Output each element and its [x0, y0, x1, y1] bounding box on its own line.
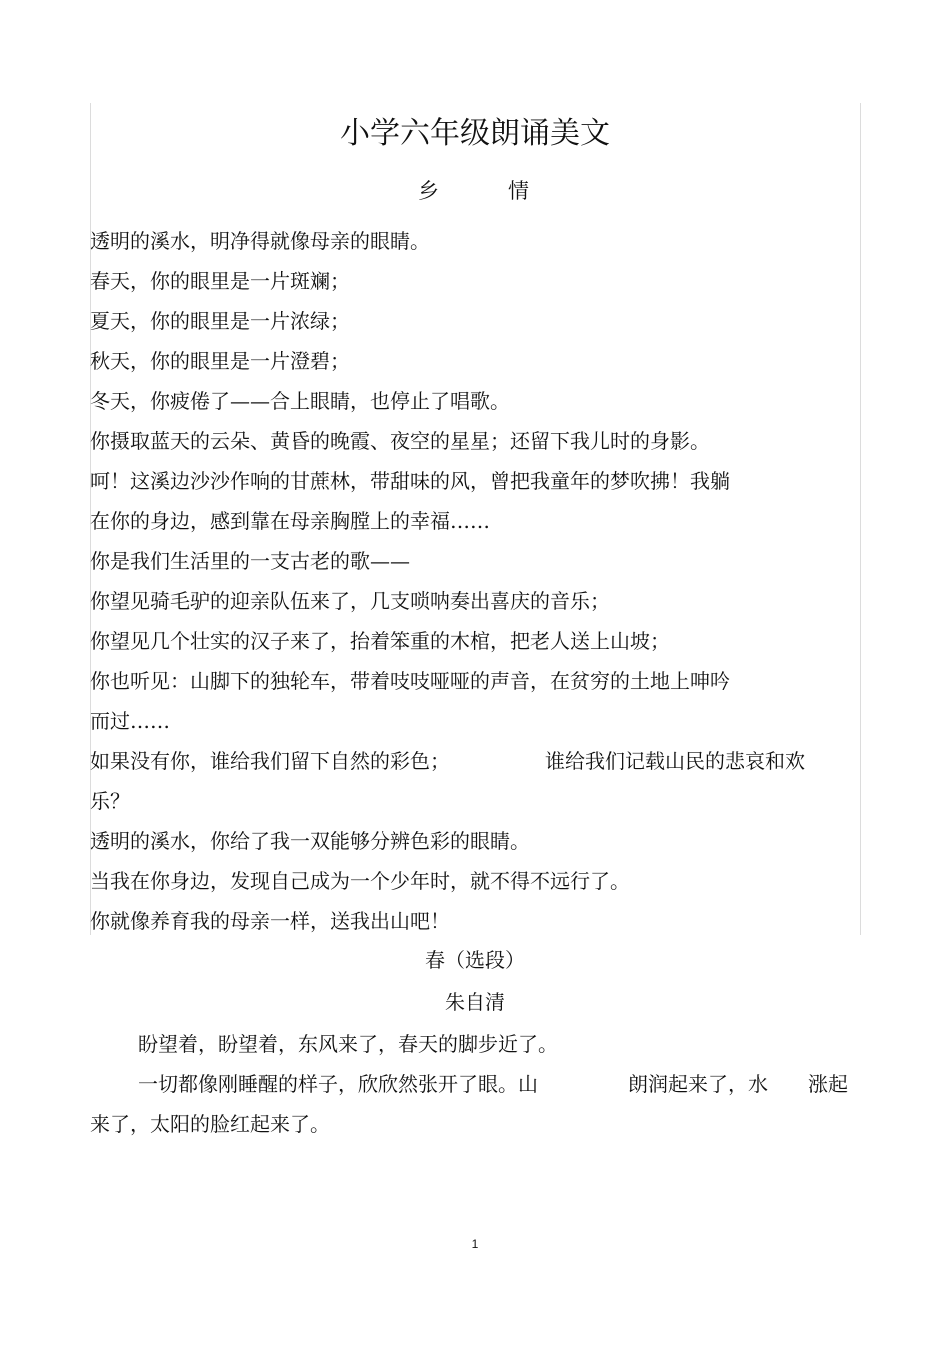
- poem-line: 呵！这溪边沙沙作响的甘蔗林，带甜味的风，曾把我童年的梦吹拂！我躺: [90, 469, 730, 493]
- section-2-author: 朱自清: [445, 990, 505, 1014]
- poem-line: 透明的溪水，明净得就像母亲的眼睛。: [90, 229, 430, 253]
- poem-line: 冬天，你疲倦了——合上眼睛，也停止了唱歌。: [90, 389, 510, 413]
- poem-line: 你是我们生活里的一支古老的歌——: [90, 549, 410, 573]
- poem-line: 秋天，你的眼里是一片澄碧；: [90, 349, 350, 373]
- poem-line: 而过……: [90, 709, 170, 733]
- poem-line: 当我在你身边，发现自己成为一个少年时，就不得不远行了。: [90, 869, 630, 893]
- poem-line: 透明的溪水，你给了我一双能够分辨色彩的眼睛。: [90, 829, 530, 853]
- poem-line: 你就像养育我的母亲一样，送我出山吧！: [90, 909, 450, 933]
- paragraph-continuation: 来了，太阳的脸红起来了。: [90, 1112, 330, 1136]
- poem-line: 春天，你的眼里是一片斑斓；: [90, 269, 350, 293]
- paragraph-part-a: 一切都像刚睡醒的样子，欣欣然张开了眼。山: [138, 1072, 538, 1096]
- poem-line: 你摄取蓝天的云朵、黄昏的晚霞、夜空的星星；还留下我儿时的身影。: [90, 429, 710, 453]
- section-title-char-2: 情: [508, 179, 529, 203]
- paragraph-part-c: 涨起: [808, 1072, 848, 1096]
- page-number: 1: [471, 1237, 479, 1251]
- section-2-title: 春（选段）: [425, 948, 525, 972]
- poem-line: 在你的身边，感到靠在母亲胸膛上的幸福……: [90, 509, 490, 533]
- poem-line: 乐？: [90, 789, 130, 813]
- poem-line: 你望见骑毛驴的迎亲队伍来了，几支唢呐奏出喜庆的音乐；: [90, 589, 610, 613]
- poem-line: 你也听见：山脚下的独轮车，带着吱吱哑哑的声音，在贫穷的土地上呻吟: [90, 669, 730, 693]
- paragraph-part-b: 朗润起来了，水: [628, 1072, 768, 1096]
- page-title: 小学六年级朗诵美文: [340, 116, 610, 151]
- poem-line-part-b: 谁给我们记载山民的悲哀和欢: [545, 749, 805, 773]
- paragraph: 盼望着，盼望着，东风来了，春天的脚步近了。: [138, 1032, 558, 1056]
- section-title-char-1: 乡: [418, 179, 439, 203]
- poem-line: 夏天，你的眼里是一片浓绿；: [90, 309, 350, 333]
- poem-line: 你望见几个壮实的汉子来了，抬着笨重的木棺，把老人送上山坡；: [90, 629, 670, 653]
- right-margin-rule: [860, 103, 861, 935]
- poem-line-part-a: 如果没有你，谁给我们留下自然的彩色；: [90, 749, 450, 773]
